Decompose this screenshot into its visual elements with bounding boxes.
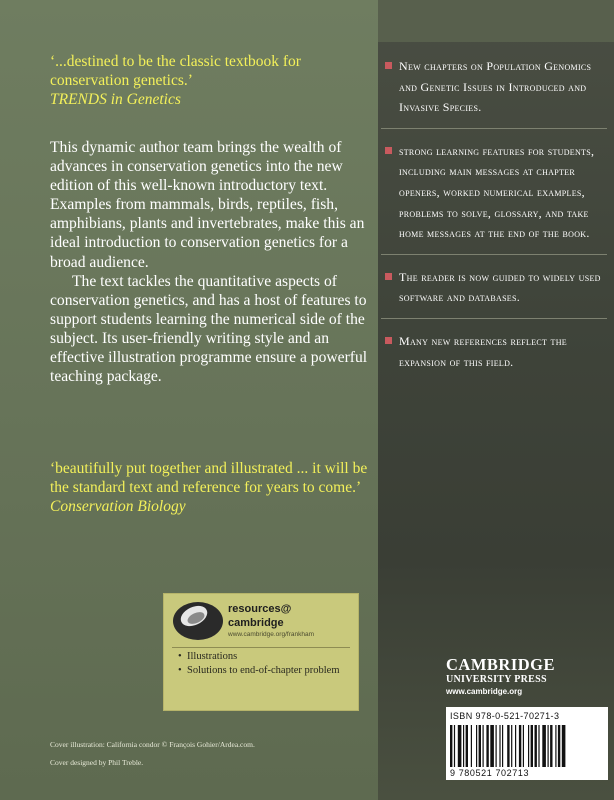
list-item: • Solutions to end-of-chapter problem bbox=[178, 664, 340, 676]
bullet-icon bbox=[385, 273, 392, 280]
bullet-icon bbox=[385, 147, 392, 154]
quote-source: TRENDS in Genetics bbox=[50, 91, 181, 108]
resources-title: resources@ bbox=[228, 603, 292, 615]
isbn-barcode bbox=[446, 707, 608, 780]
publisher-logo bbox=[446, 656, 576, 697]
resources-list bbox=[178, 651, 354, 678]
review-quote-conservation-biology bbox=[50, 459, 372, 516]
description-paragraph-2: The text tackles the quantitative aspects of conservation genetics, and has a host of features to support students learning the numerical side of the subject. Its user-friendly writing style and an effective illustration programme ensure a powerful teaching package. bbox=[50, 272, 368, 386]
isbn-label: ISBN 978-0-521-70271-3 bbox=[450, 711, 560, 721]
resources-url[interactable]: www.cambridge.org/frankham bbox=[228, 631, 314, 638]
resources-box bbox=[163, 593, 359, 711]
isbn-digits: 9 780521 702713 bbox=[450, 768, 530, 778]
divider bbox=[381, 318, 607, 319]
list-item: • Illustrations bbox=[178, 651, 238, 662]
feature-list bbox=[385, 56, 610, 372]
publisher-press: UNIVERSITY PRESS bbox=[446, 674, 547, 685]
feature-item: Many new references reflect the expansion of this field. bbox=[385, 331, 610, 372]
review-quote-trends bbox=[50, 52, 370, 109]
description-paragraph-1: This dynamic author team brings the wealth of advances in conservation genetics into the new edition of this well-known introductory text. Examples from mammals, birds, reptiles, fish, amphibians, plants and invertebrates, make this an ideal introduction to conservation genetics for a broad audience. bbox=[50, 139, 365, 271]
quote-text: ‘beautifully put together and illustrated ... it will be the standard text and reference for years to come.’ bbox=[50, 460, 368, 496]
divider bbox=[381, 254, 607, 255]
bullet-icon bbox=[385, 62, 392, 69]
resources-logo-icon bbox=[172, 601, 224, 641]
publisher-name: CAMBRIDGE bbox=[446, 655, 556, 674]
feature-item: strong learning features for students, including main messages at chapter openers, worked numerical examples, problems to solve, glossary, and take home messages at the end of the book. bbox=[385, 141, 610, 244]
quote-source: Conservation Biology bbox=[50, 498, 186, 515]
resources-title-2: cambridge bbox=[228, 617, 284, 629]
feature-item: New chapters on Population Genomics and Genetic Issues in Introduced and Invasive Species. bbox=[385, 56, 610, 118]
quote-text: ‘...destined to be the classic textbook for conservation genetics.’ bbox=[50, 53, 301, 89]
feature-item: The reader is now guided to widely used software and databases. bbox=[385, 267, 610, 308]
cover-illustration-credit: Cover illustration: California condor © François Gohier/Ardea.com. bbox=[50, 740, 255, 749]
barcode-bars-icon bbox=[450, 725, 604, 767]
bullet-icon bbox=[385, 337, 392, 344]
description-text bbox=[50, 138, 380, 386]
cover-design-credit: Cover designed by Phil Treble. bbox=[50, 758, 144, 767]
divider bbox=[381, 128, 607, 129]
publisher-url[interactable]: www.cambridge.org bbox=[446, 687, 523, 696]
divider bbox=[172, 647, 350, 648]
